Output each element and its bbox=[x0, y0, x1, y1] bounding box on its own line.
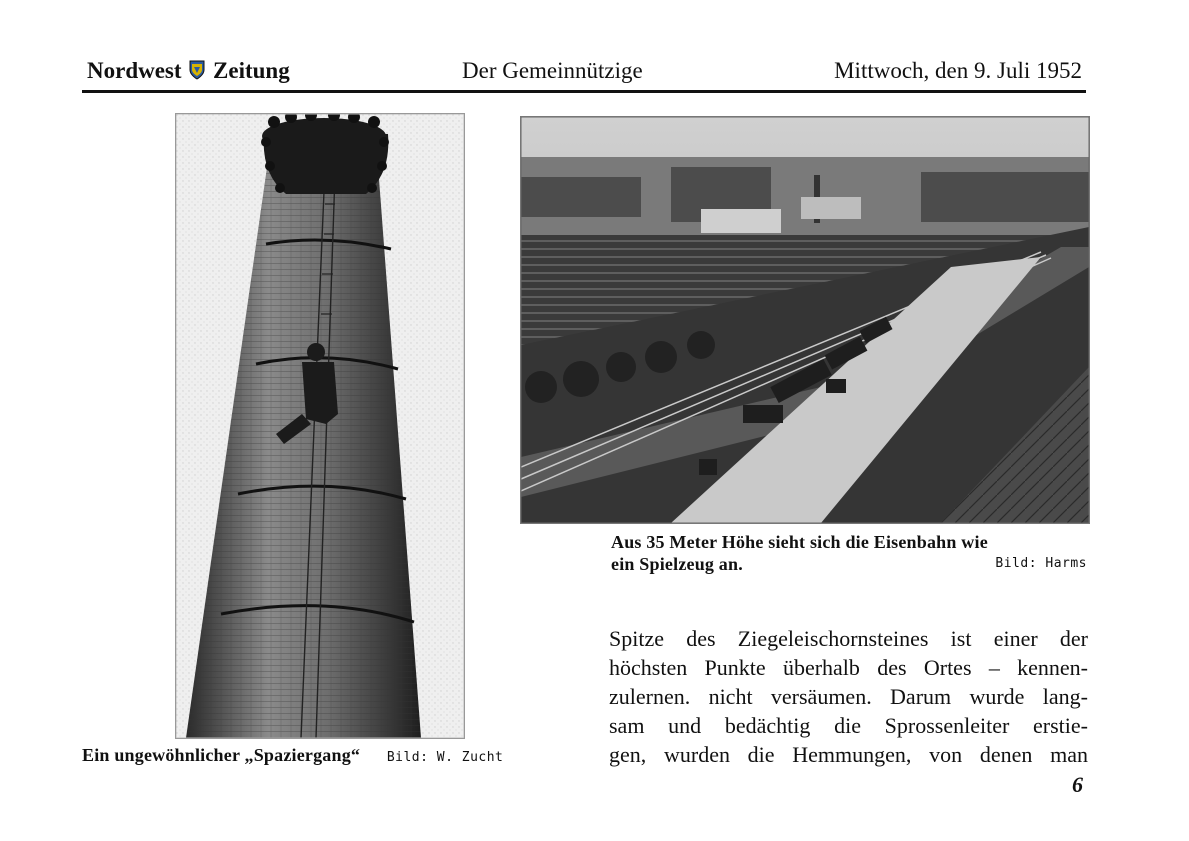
page-header bbox=[82, 56, 1086, 93]
photo-credit: Bild: W. Zucht bbox=[386, 750, 504, 765]
article-line: zulernen. nicht versäumen. Darum wurde lang- bbox=[609, 684, 1088, 709]
caption-line-1: Aus 35 Meter Höhe sieht sich die Eisenbahn wie bbox=[611, 532, 988, 552]
masthead bbox=[87, 58, 290, 86]
caption-text: Ein ungewöhnlicher „Spaziergang“ bbox=[82, 745, 361, 765]
railway-photo-caption bbox=[611, 531, 1087, 575]
masthead-name-right: Zeitung bbox=[213, 58, 290, 83]
railway-photo bbox=[520, 116, 1090, 524]
article-line: Spitze des Ziegeleischornsteines ist einer der bbox=[609, 626, 1088, 651]
section-title: Der Gemeinnützige bbox=[462, 58, 643, 83]
photo-credit: Bild: Harms bbox=[995, 556, 1087, 571]
chimney-photo bbox=[175, 113, 465, 739]
article-line: gen, wurden die Hemmungen, von denen man bbox=[609, 742, 1088, 767]
chimney-photo-caption bbox=[82, 745, 503, 766]
article-line: höchsten Punkte überhalb des Ortes – kennen- bbox=[609, 655, 1088, 680]
page-number: 6 bbox=[1072, 772, 1083, 797]
caption-line-2: ein Spielzeug an. bbox=[611, 554, 743, 574]
masthead-name-left: Nordwest bbox=[87, 58, 182, 83]
issue-date: Mittwoch, den 9. Juli 1952 bbox=[834, 58, 1082, 83]
coat-of-arms-icon bbox=[189, 60, 205, 86]
article-text bbox=[609, 624, 1088, 769]
article-line: sam und bedächtig die Sprossenleiter erstie- bbox=[609, 713, 1088, 738]
